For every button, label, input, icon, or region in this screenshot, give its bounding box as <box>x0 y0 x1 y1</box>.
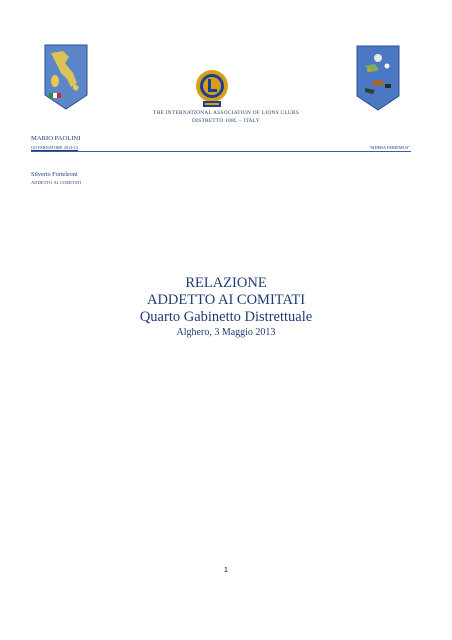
place-and-date: Alghero, 3 Maggio 2013 <box>176 327 276 338</box>
lions-international-logo <box>190 68 234 108</box>
document-title: RELAZIONE <box>185 275 267 291</box>
governor-pennant <box>355 44 401 112</box>
page-number: 1 <box>224 567 228 574</box>
author-name: Silverio Forteleoni <box>31 171 78 178</box>
motto: "SIDERA FERIEMUS" <box>368 145 410 150</box>
header-divider <box>31 151 411 152</box>
document-subtitle: ADDETTO AI COMITATI <box>146 292 306 308</box>
author-role: ADDETTO AI COMITATI <box>31 180 82 185</box>
meeting-name: Quarto Gabinetto Distrettuale <box>139 309 313 325</box>
governor-role: GOVERNATORE 2012-13 <box>31 145 79 150</box>
district-map-pennant <box>43 43 89 111</box>
association-name: THE INTERNATIONAL ASSOCIATION OF LIONS CLUBS <box>152 110 300 116</box>
district-name: DISTRETTO 108L – ITALY <box>192 118 260 124</box>
governor-name: MARIO PAOLINI <box>31 135 81 142</box>
